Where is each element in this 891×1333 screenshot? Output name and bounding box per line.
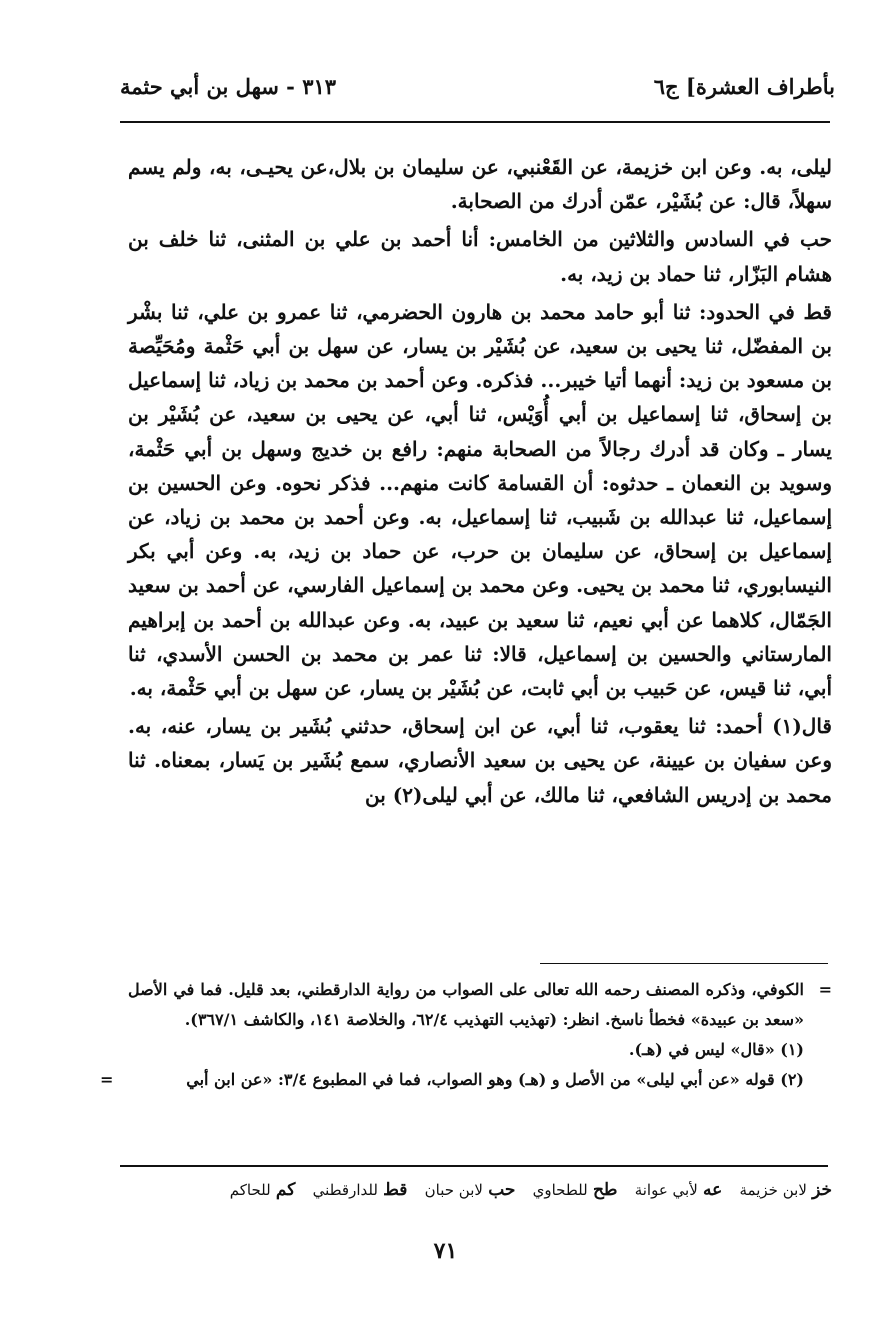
legend-item: طح للطحاوي bbox=[532, 1180, 618, 1200]
section-title: ٣١٣ - سهل بن أبي حثمة bbox=[120, 74, 337, 99]
legend-item: كم للحاكم bbox=[229, 1180, 296, 1200]
main-text bbox=[128, 150, 832, 816]
legend-rule bbox=[120, 1165, 828, 1167]
footnote-rule bbox=[540, 963, 828, 964]
abbreviation-legend bbox=[120, 1180, 832, 1200]
paragraph: ليلى، به. وعن ابن خزيمة، عن القَعْنبي، عن سليمان بن بلال،عن يحيـى، به، ولم يسم سهلاً، قال: عن بُشَيْر، عمّن أدرك من الصحابة. bbox=[128, 155, 832, 214]
legend-item: خز لابن خزيمة bbox=[739, 1180, 832, 1200]
footnote-continuation bbox=[128, 975, 832, 1035]
footnote-text: (٢) قوله «عن أبي ليلى» من الأصل و (هـ) وهو الصواب، فما في المطبوع ٣/٤: «عن ابن أبي bbox=[186, 1070, 804, 1089]
footnotes bbox=[100, 975, 832, 1095]
legend-item: قط للدارقطني bbox=[312, 1180, 408, 1200]
footnote-item bbox=[128, 1035, 832, 1065]
footnote-item bbox=[100, 1065, 832, 1095]
legend-item: حب لابن حبان bbox=[424, 1180, 516, 1200]
legend-item: عه لأبي عوانة bbox=[634, 1180, 723, 1200]
book-title: بأطراف العشرة] ج٦ bbox=[653, 74, 835, 99]
paragraph: حب في السادس والثلاثين من الخامس: أنا أحمد بن علي بن المثنى، ثنا خلف بن هشام البَزّار، ثنا حماد بن زيد، به. bbox=[128, 227, 832, 286]
footnote-text: (١) «قال» ليس في (هـ). bbox=[628, 1040, 804, 1059]
continues-mark: = bbox=[100, 1070, 114, 1089]
paragraph: قال(١) أحمد: ثنا يعقوب، ثنا أبي، عن ابن إسحاق، حدثني بُشَير بن يسار، عنه، به. وعن سفيان بن عيينة، عن يحيى بن سعيد الأنصاري، سمع بُشَير بن يَسار، بمعناه. ثنا محمد بن إدريس الشافعي، ثنا مالك، عن أبي ليلى(٢) بن bbox=[128, 714, 832, 807]
running-header bbox=[120, 68, 835, 108]
page-number: ٧١ bbox=[433, 1238, 458, 1264]
continuation-mark: = bbox=[818, 980, 832, 999]
header-rule bbox=[120, 121, 830, 123]
paragraph: قط في الحدود: ثنا أبو حامد محمد بن هارون الحضرمي، ثنا عمرو بن علي، ثنا بشْر بن المفضّل، ثنا يحيى بن سعيد، عن بُشَيْر بن يسار، عن سهل بن أبي حَثْمة ومُحَيِّصة بن مسعود بن زيد: أنهما أتيا خيبر... فذكره. وعن أحمد بن محمد بن زياد، ثنا إسماعيل بن إسحاق، ثنا إسماعيل بن أبي أُوَيْس، ثنا أبي، عن يحيى بن سعيد، عن بُشَيْر بن يسار ـ وكان قد أدرك رجالاً من الصحابة منهم: رافع بن خديج وسهل بن أبي حَثْمة، وسويد بن النعمان ـ حدثوه: أن القسامة كانت منهم... فذكر نحوه. وعن الحسين بن إسماعيل، ثنا عبدالله بن شَبيب، ثنا إسماعيل، به. وعن أحمد بن محمد بن زياد، عن إسماعيل بن إسحاق، عن سليمان بن حرب، عن حماد بن زيد، به. وعن أبي بكر النيسابوري، ثنا محمد بن يحيى. وعن محمد بن إسماعيل الفارسي، عن أحمد بن سعيد الجَمّال، كلاهما عن أبي نعيم، ثنا سعيد بن عبيد، به. وعن عبدالله بن أحمد بن إبراهيم المارستاني والحسين بن إسماعيل، قالا: ثنا عمر بن محمد بن الحسن الأسدي، ثنا أبي، ثنا قيس، عن حَبيب بن أبي ثابت، عن بُشَيْر بن يسار، عن سهل بن أبي حَثْمة، به. bbox=[128, 299, 833, 701]
footnote-continuation-text: الكوفي، وذكره المصنف رحمه الله تعالى على الصواب من رواية الدارقطني، بعد قليل. فما في الأصل «سعد بن عبيدة» فخطأ ناسخ. انظر: (تهذيب التهذيب ٦٢/٤، والخلاصة ١٤١، والكاشف ٣٦٧/١). bbox=[128, 980, 804, 1029]
